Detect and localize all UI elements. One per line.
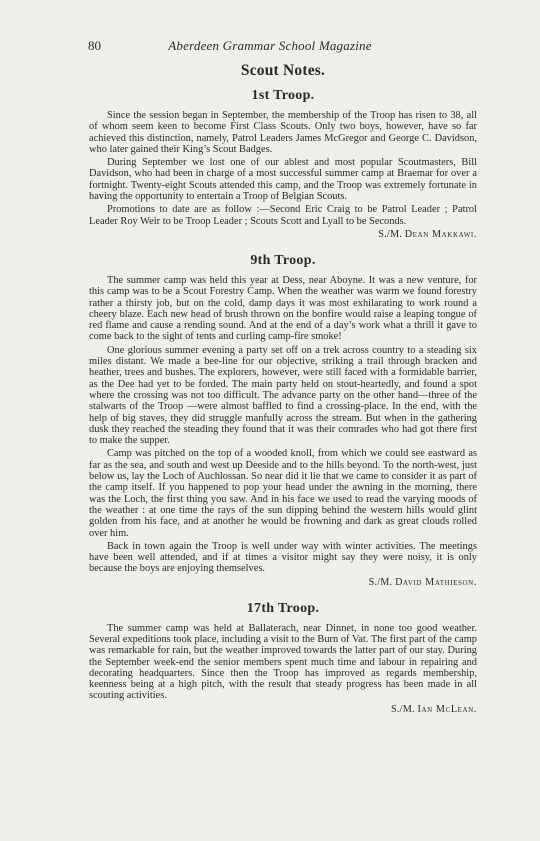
section-17th-troop xyxy=(89,601,477,716)
section-heading: 1st Troop. xyxy=(251,88,315,103)
section-9th-troop xyxy=(89,253,477,589)
section-heading: 17th Troop. xyxy=(246,600,320,616)
paragraph: Back in town again the Troop is well under way with winter activities. The meetings have been well attended, and if at times a visitor might say they were noisy, it is only because the boys are enjoying themselves. xyxy=(89,540,477,575)
page-number: 80 xyxy=(88,38,101,53)
article-title: Scout Notes. xyxy=(240,62,326,79)
signature-name: Ian McLean. xyxy=(417,703,477,715)
paragraph: During September we lost one of our ablest and most popular Scoutmasters, Bill Davidson, who had been in charge of a most successful summer camp at Braemar for over a fortnight. Twenty-eight Scouts attended this camp, and the Troop was extremely fortunate in having the opportunity to entertain a Troop of Belgian Scouts. xyxy=(89,157,477,203)
section-1st-troop xyxy=(89,88,477,241)
signature-prefix: S./M. xyxy=(378,228,402,240)
magazine-title: Aberdeen Grammar School Magazine xyxy=(168,38,372,53)
signature xyxy=(89,577,477,589)
signature-prefix: S./M. xyxy=(368,576,393,588)
paragraph: The summer camp was held at Ballaterach, near Dinnet, in none too good weather. Several expeditions took place, including a visit to the Burn of Vat. The first part of the camp was remarkable for rain, but the weather improved towards the latter part of our stay. During the September week-end the senior members spent much time and labour in repairing and decorating headquarters. Since then the Troop has improved as regards membership, keenness being at a high pitch, with the result that steady progress has been made in all scouting activities. xyxy=(89,622,477,702)
signature-name: David Mathieson. xyxy=(395,576,477,588)
section-heading: 9th Troop. xyxy=(250,252,316,268)
paragraph: Promotions to date are as follow :—Second Eric Craig to be Patrol Leader ; Patrol Leader Roy Weir to be Troop Leader ; Scouts Scott and Lyall to be Seconds. xyxy=(89,204,477,227)
running-header xyxy=(88,38,452,54)
paragraph: The summer camp was held this year at Dess, near Aboyne. It was a new venture, for this camp was to be a Scout Forestry Camp. When the weather was warm we found forestry rather a thirsty job, but on the cold, damp days it was most exhilarating to work round a cheery blaze. Each new head of brush thrown on the bonfire would raise a leaping tongue of red flame and cause a rending sound. And at the end of a day’s work what a thrill it gave to come back to the sight of tents and curling camp-fire smoke! xyxy=(89,274,477,343)
signature-prefix: S./M. xyxy=(391,703,415,715)
signature xyxy=(89,704,477,716)
signature-name: Dean Makkawi. xyxy=(404,228,477,240)
paragraph: Camp was pitched on the top of a wooded knoll, from which we could see eastward as far as the sea, and south and west up Deeside and to the hills beyond. To the north-west, just below us, lay the Loch of Auchlossan. So near did it lie that we came to consider it as part of the camp itself. If you happened to pop your head under the awning in the morning, there was the Loch, the first thing you saw. And in his face we used to read the varying moods of the weather : at one time the rays of the sun dipping behind the western hills would glint golden from his face, and at another he would be frowning and dark as great clouds rolled over him. xyxy=(89,448,477,539)
paragraph: Since the session began in September, the membership of the Troop has risen to 38, all of whom seem keen to become First Class Scouts. Only two boys, however, have so far achieved this distinction, namely, Patrol Leaders James McGregor and George C. Davidson, who later gained their King’s Scout Badges. xyxy=(89,110,477,155)
paragraph: One glorious summer evening a party set off on a trek across country to a steading six miles distant. We made a bee-line for our objective, striking a trail through bracken and heather, trees and bushes. The explorers, however, were still faced with a formidable barrier, as the Dee had yet to be forded. The main party held on stout-heartedly, and found a spot where the crossing was not too difficult. The advance party on the other hand—three of the stalwarts of the Troop —were almost baffled to find a crossing-place. In the end, with the help of big staves, they did struggle manfully across the stream. But when in the gathering dusk they reached the steading they found that it was their comrades who had got there first to make the supper. xyxy=(89,344,477,447)
signature xyxy=(89,229,477,241)
article xyxy=(89,62,477,728)
